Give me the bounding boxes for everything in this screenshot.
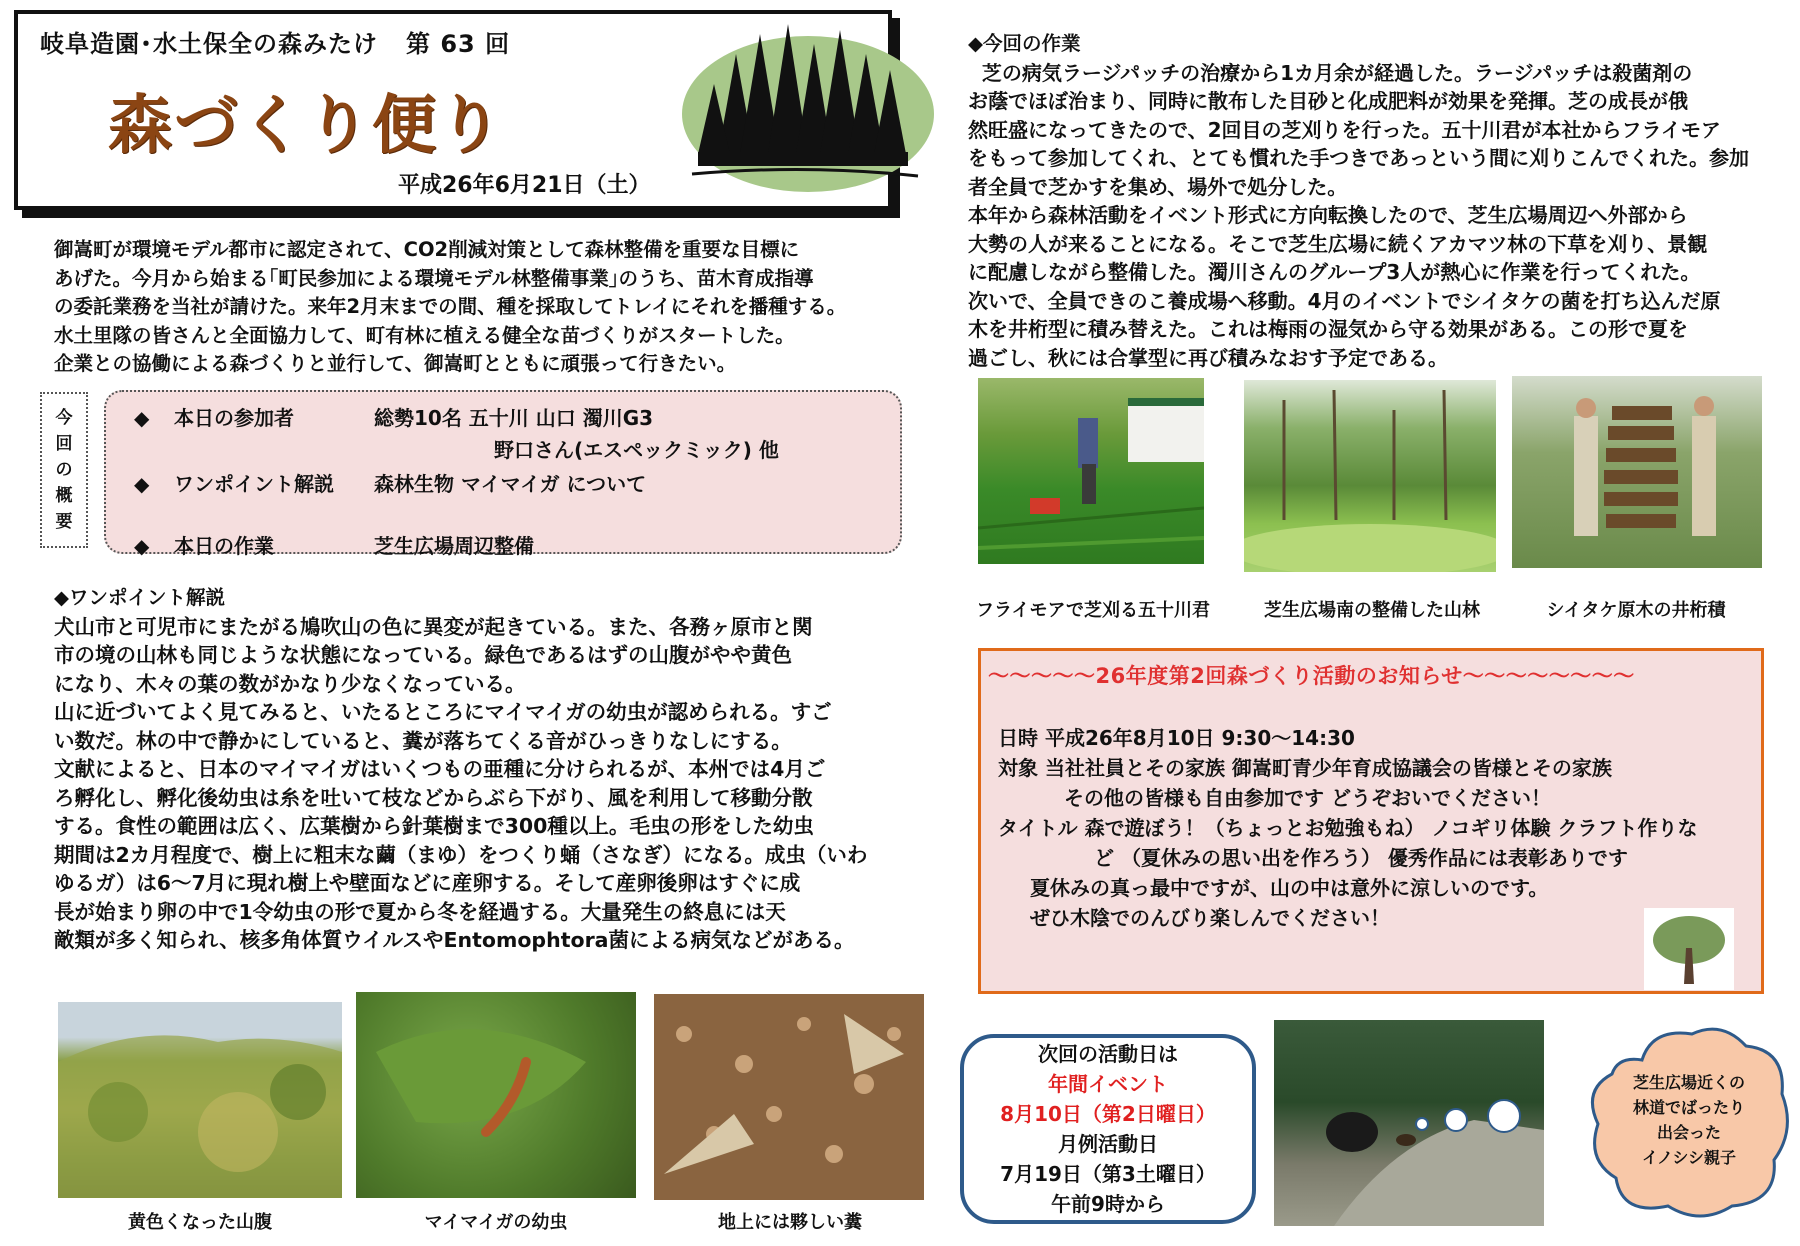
work-line: 芝の病気ラージパッチの治療から1カ月余が経過した。ラージパッチは殺菌剤の — [968, 60, 1693, 85]
work-line: 過ごし、秋には合掌型に再び積みなおす予定である。 — [968, 345, 1448, 370]
diamond-bullet: ◆ — [134, 534, 150, 558]
summary-label-char: の — [55, 460, 73, 480]
series-title — [40, 24, 510, 59]
intro-paragraph — [54, 236, 846, 379]
notice-target: 対象 当社社員とその家族 御嵩町青少年育成協議会の皆様とその家族 — [998, 756, 1612, 780]
work-line: をもって参加してくれ、とても慣れた手つきであっという間に刈りこんでくれた。参加 — [968, 146, 1749, 170]
cloud-line: 芝生広場近くの — [1632, 1073, 1745, 1092]
onepoint-line: になり、木々の葉の数がかなり少なくなっている。 — [54, 671, 526, 696]
next-event: 年間イベント — [1048, 1072, 1168, 1096]
photo-mowing — [978, 378, 1204, 564]
work-line: お蔭でほぼ治まり、同時に散布した目砂と化成肥料が効果を発揮。芝の成長が俄 — [968, 89, 1688, 113]
onepoint-line: 市の境の山林も同じような状態になっている。緑色であるはずの山腹がやや黄色 — [54, 643, 792, 667]
photo-yellow-hillside — [58, 1002, 342, 1198]
cloud-line: 出会った — [1656, 1123, 1721, 1142]
work-line: 次いで、全員できのこ養成場へ移動。4月のイベントでシイタケの菌を打ち込んだ原 — [968, 288, 1721, 313]
diamond-bullet: ◆ — [134, 406, 150, 430]
participants-value: 総勢10名 五十川 山口 濁川G3 — [374, 406, 654, 430]
intro-line: 御嵩町が環境モデル都市に認定されて、CO2削減対策として森林整備を重要な目標に — [54, 238, 800, 261]
work-line: に配慮しながら整備した。濁川さんのグループ3人が熱心に作業を行ってくれた。 — [968, 260, 1701, 284]
next-time: 午前9時から — [1051, 1192, 1165, 1216]
caption-forest: 芝生広場南の整備した山林 — [1264, 600, 1480, 621]
onepoint-line: する。食性の範囲は広く、広葉樹から針葉樹まで300種以上。毛虫の形をした幼虫 — [54, 814, 814, 838]
onepoint-line: 期間は2カ月程度で、樹上に粗末な繭（まゆ）をつくり蛹（さなぎ）になる。成虫（いわ — [54, 842, 868, 867]
intro-line: 企業との協働による森づくりと並行して、御嵩町とともに頑張って行きたい。 — [54, 352, 737, 375]
summary-label-char: 要 — [55, 512, 73, 532]
onepoint-line: ゆるガ）は6～7月に現れ樹上や壁面などに産卵する。そして産卵後卵はすぐに成 — [54, 871, 801, 895]
summary-label-char: 今 — [55, 408, 73, 428]
notice-title-line: タイトル 森で遊ぼう！（ちょっとお勉強もね） ノコギリ体験 クラフト作りな — [998, 816, 1698, 840]
participants-line-2: 野口さん(エスペックミック) 他 — [494, 438, 779, 462]
onepoint-line: 敵類が多く知られ、核多角体質ウイルスやEntomophtora菌による病気などがある。 — [54, 928, 855, 952]
diamond-bullet: ◆ — [134, 472, 150, 496]
photo-droppings — [654, 994, 924, 1200]
onepoint-section — [54, 584, 867, 955]
next-monthly: 月例活動日 — [1058, 1132, 1158, 1156]
work-section — [968, 30, 1749, 372]
onepoint-line: い数だ。林の中で静かにしていると、糞が落ちてくる音がひっきりなしにする。 — [54, 728, 792, 753]
summary-label — [40, 392, 88, 548]
next-monthly-date: 7月19日（第3土曜日） — [1000, 1162, 1216, 1186]
caption-hillside: 黄色くなった山腹 — [128, 1212, 272, 1233]
intro-line: 水土里隊の皆さんと全面協力して、町有林に植える健全な苗づくりがスタートした。 — [54, 323, 795, 347]
notice-target-2: その他の皆様も自由参加です どうぞおいでください！ — [1064, 786, 1551, 810]
onepoint-line: 犬山市と可児市にまたがる鳩吹山の色に異変が起きている。また、各務ヶ原市と関 — [54, 614, 813, 639]
photo-maintained-forest — [1244, 380, 1496, 572]
issue-number: 第 63 回 — [406, 30, 511, 58]
onepoint-line: 長が始まり卵の中で1令幼虫の形で夏から冬を経過する。大量発生の終息には天 — [54, 899, 786, 924]
newsletter-title: 森づくり便り — [108, 89, 504, 163]
section-heading: ◆今回の作業 — [968, 32, 1081, 55]
onepoint-line — [134, 468, 646, 497]
cloud-line: イノシシ親子 — [1641, 1148, 1736, 1167]
caption-log-stack: シイタケ原木の井桁積 — [1546, 600, 1726, 621]
intro-line: あげた。今月から始まる｢町民参加による環境モデル林整備事業｣のうち、苗木育成指導 — [54, 266, 814, 290]
notice-title-line-2: ど （夏休みの思い出を作ろう） 優秀作品には表彰ありです — [1094, 846, 1628, 870]
photo-log-stack — [1512, 376, 1762, 568]
caption-caterpillar: マイマイガの幼虫 — [424, 1212, 568, 1233]
work-line: 者全員で芝かすを集め、場外で処分した。 — [968, 174, 1348, 199]
cloud-line: 林道でばったり — [1632, 1098, 1745, 1117]
work-line: 本年から森林活動をイベント形式に方向転換したので、芝生広場周辺へ外部から — [968, 203, 1688, 227]
caption-mowing: フライモアで芝刈る五十川君 — [976, 600, 1210, 621]
work-line — [134, 530, 534, 559]
intro-line: の委託業務を当社が請けた。来年2月末までの間、種を採取してトレイにそれを播種する。 — [54, 295, 847, 318]
summary-label-char: 概 — [55, 486, 73, 506]
next-event-date: 8月10日（第2日曜日） — [1000, 1102, 1216, 1126]
onepoint-line: ろ孵化し、孵化後幼虫は糸を吐いて枝などからぶら下がり、風を利用して移動分散 — [54, 785, 813, 810]
series-name: 岐阜造園･水土保全の森みたけ — [40, 30, 378, 58]
notice-title: ～～～～～26年度第2回森づくり活動のお知らせ～～～～～～～～ — [988, 664, 1635, 688]
onepoint-key: ワンポイント解説 — [174, 472, 334, 496]
forest-illustration — [678, 14, 938, 194]
participants-line — [134, 402, 653, 431]
work-key: 本日の作業 — [174, 534, 274, 558]
onepoint-value: 森林生物 マイマイガ について — [374, 472, 647, 496]
summary-label-char: 回 — [55, 434, 73, 454]
onepoint-line: 文献によると、日本のマイマイガはいくつもの亜種に分けられるが、本州では4月ご — [54, 757, 826, 781]
participants-key: 本日の参加者 — [174, 406, 294, 430]
thought-bubbles — [1412, 1086, 1562, 1146]
work-line: 大勢の人が来ることになる。そこで芝生広場に続くアカマツ林の下草を刈り、景観 — [968, 231, 1708, 256]
notice-message-2: ぜひ木陰でのんびり楽しんでください！ — [1030, 906, 1390, 930]
notice-date: 日時 平成26年8月10日 9:30～14:30 — [998, 726, 1355, 750]
work-value: 芝生広場周辺整備 — [374, 534, 534, 558]
onepoint-line: 山に近づいてよく見てみると、いたるところにマイマイガの幼虫が認められる。すご — [54, 700, 832, 724]
next-activity-box — [960, 1034, 1256, 1224]
next-heading: 次回の活動日は — [1038, 1042, 1178, 1066]
caption-droppings: 地上には夥しい糞 — [718, 1212, 862, 1233]
section-heading: ◆ワンポイント解説 — [54, 586, 225, 609]
work-line: 然旺盛になってきたので、2回目の芝刈りを行った。五十川君が本社からフライモア — [968, 117, 1721, 142]
photo-caterpillar — [356, 992, 636, 1198]
issue-date: 平成26年6月21日（土） — [398, 173, 651, 198]
cloud-caption — [1604, 1070, 1774, 1170]
work-line: 木を井桁型に積み替えた。これは梅雨の湿気から守る効果がある。この形で夏を — [968, 317, 1688, 341]
tree-icon — [1644, 908, 1734, 990]
notice-message: 夏休みの真っ最中ですが、山の中は意外に涼しいのです。 — [1030, 876, 1549, 900]
